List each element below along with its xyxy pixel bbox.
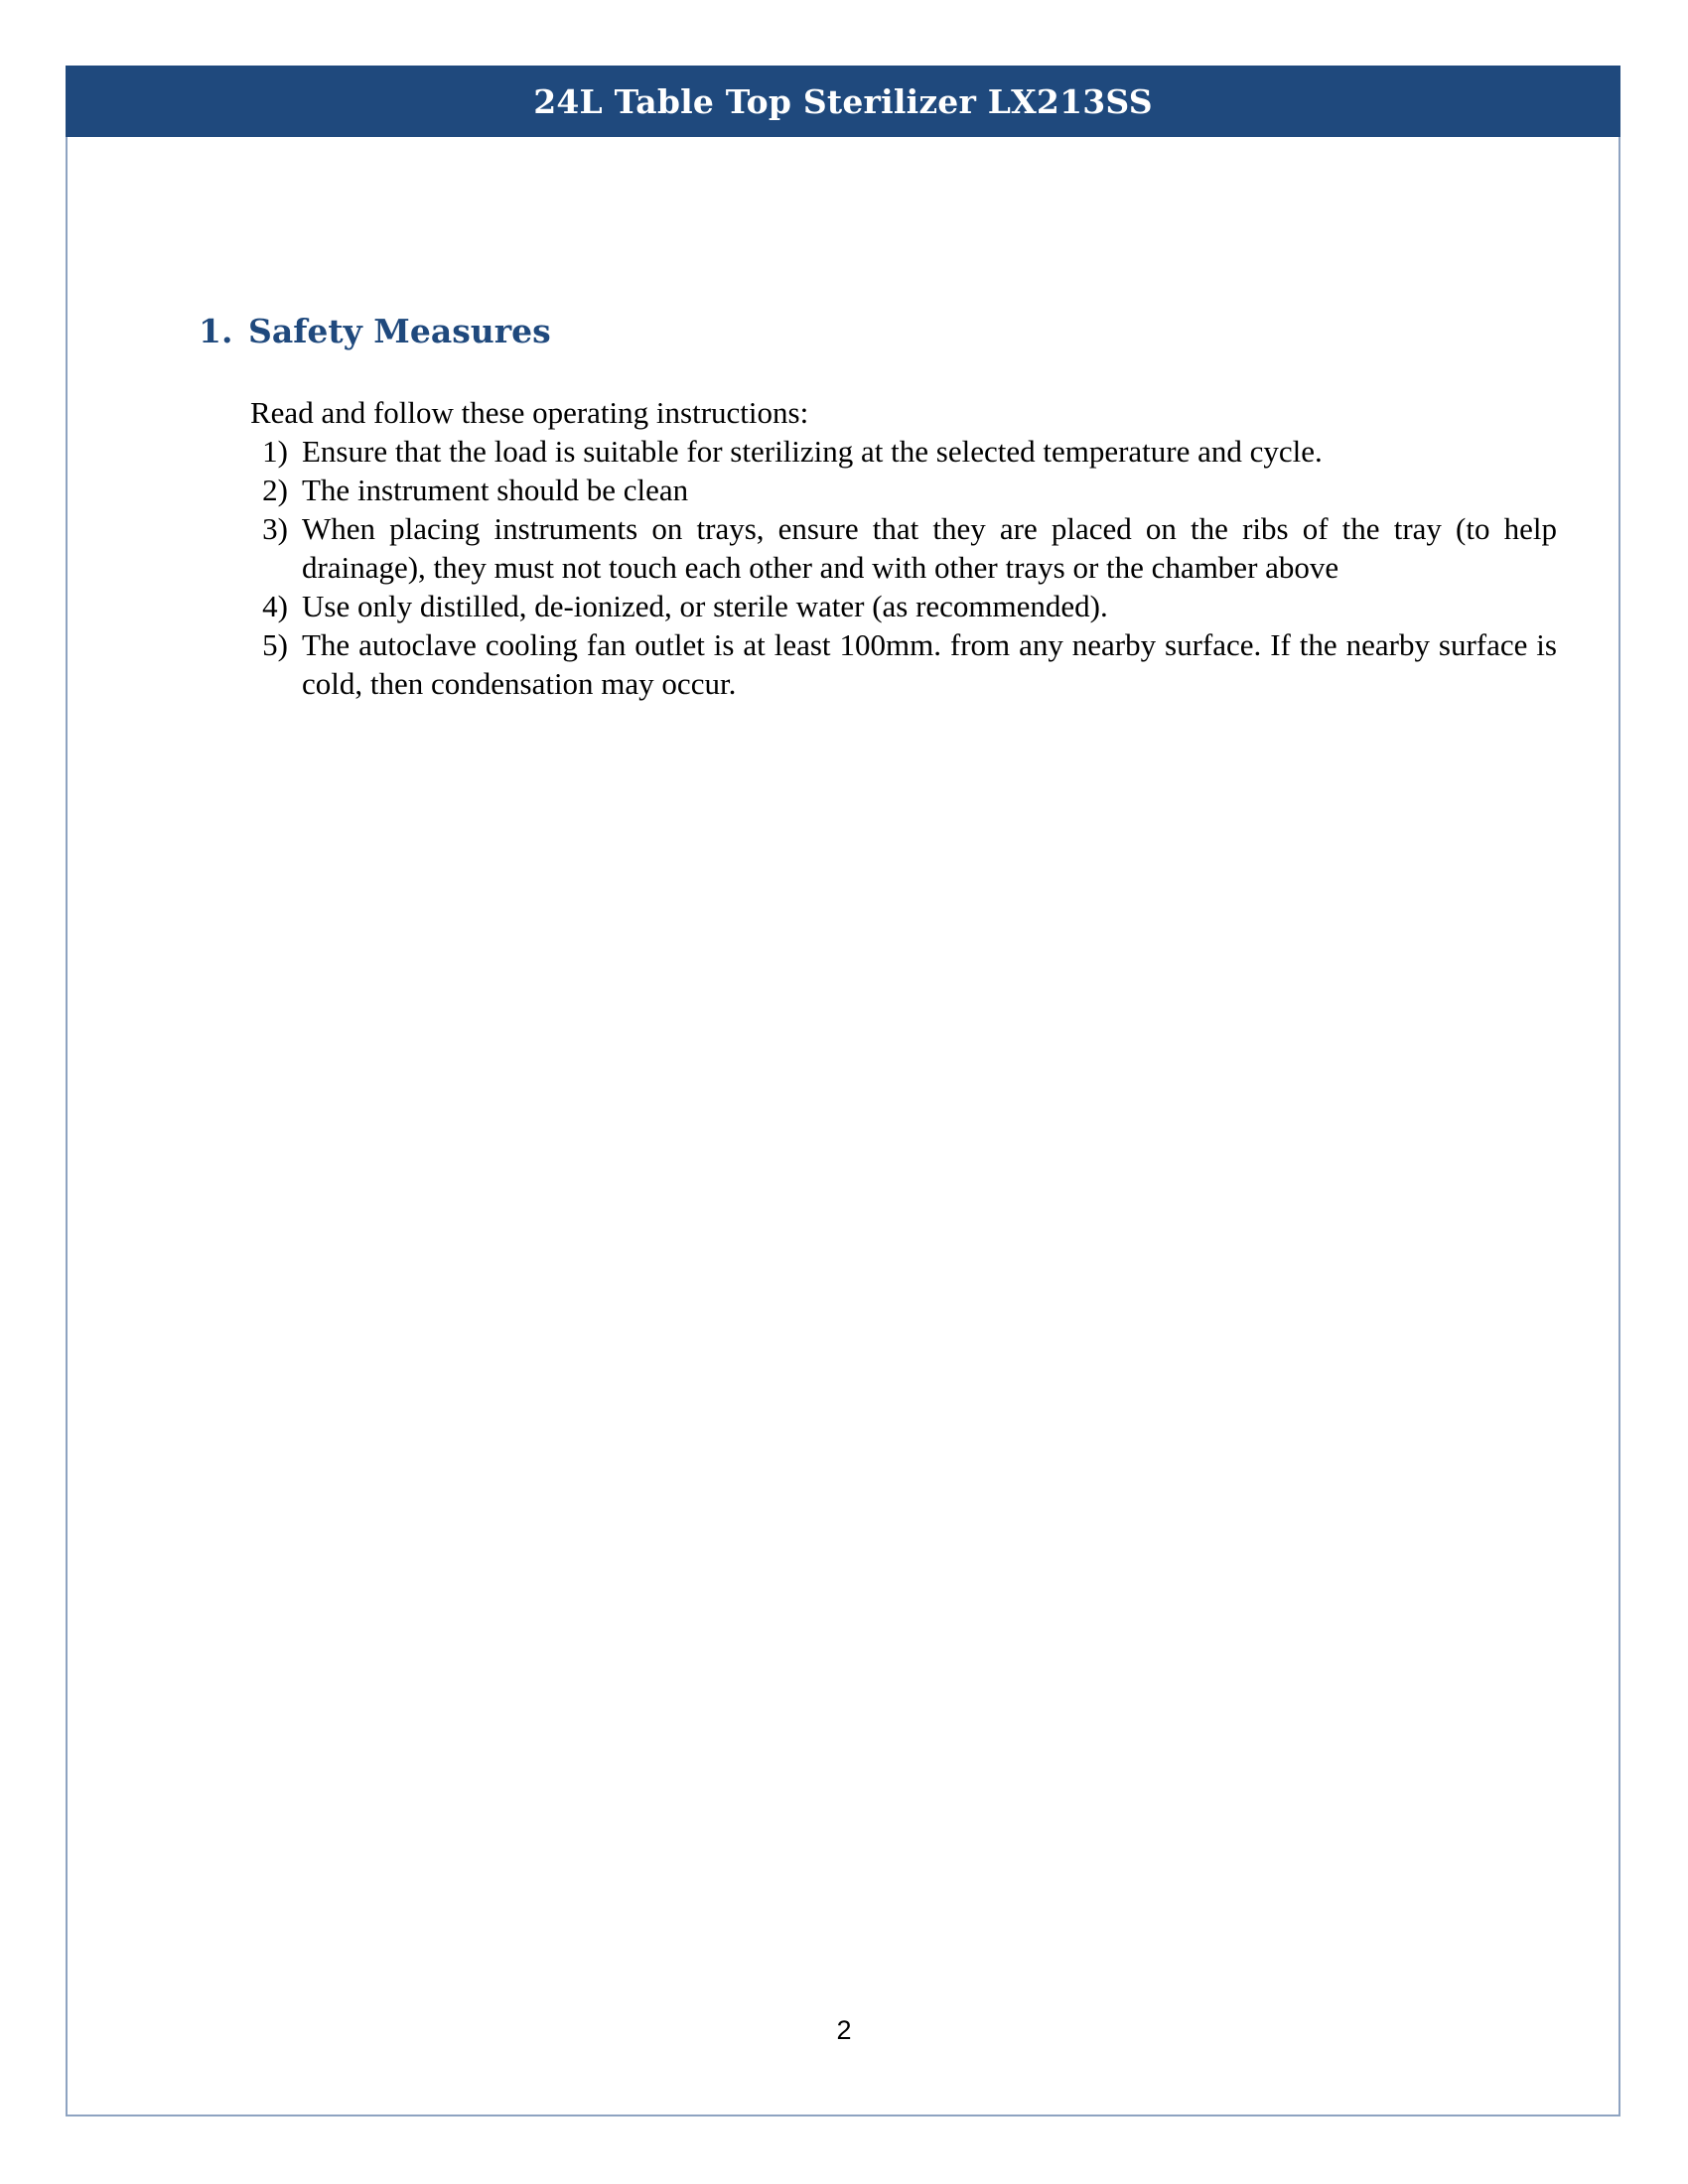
section-title: Safety Measures: [248, 312, 551, 350]
list-item-number: 2): [262, 473, 288, 507]
document-header-bar: [66, 66, 1620, 137]
list-item: [250, 471, 1557, 509]
document-title: 24L Table Top Sterilizer LX213SS: [533, 81, 1153, 121]
list-item-text: The autoclave cooling fan outlet is at least 100mm. from any nearby surface. If the nearby surface is cold, then condensation may occur.: [302, 627, 1557, 701]
page-frame: [66, 66, 1620, 2116]
instruction-list: [250, 432, 1557, 703]
list-item: [250, 587, 1557, 625]
list-item-text: Ensure that the load is suitable for sterilizing at the selected temperature and cycle.: [302, 434, 1323, 469]
list-item-number: 4): [262, 589, 288, 623]
page-number: 2: [836, 2015, 852, 2045]
list-item: [250, 509, 1557, 587]
section-number: 1.: [199, 312, 233, 350]
list-item-number: 3): [262, 511, 288, 546]
section-content: [250, 393, 1557, 703]
list-item-text: When placing instruments on trays, ensure that they are placed on the ribs of the tray (to help drainage), they must not touch each other and with other trays or the chamber above: [302, 511, 1557, 585]
list-item: [250, 432, 1557, 471]
list-item-number: 1): [262, 434, 288, 469]
list-item-number: 5): [262, 627, 288, 662]
list-item: [250, 625, 1557, 703]
section-heading: [199, 312, 551, 350]
intro-text: Read and follow these operating instructions:: [250, 395, 809, 430]
list-item-text: Use only distilled, de-ionized, or sterile water (as recommended).: [302, 589, 1108, 623]
list-item-text: The instrument should be clean: [302, 473, 689, 507]
